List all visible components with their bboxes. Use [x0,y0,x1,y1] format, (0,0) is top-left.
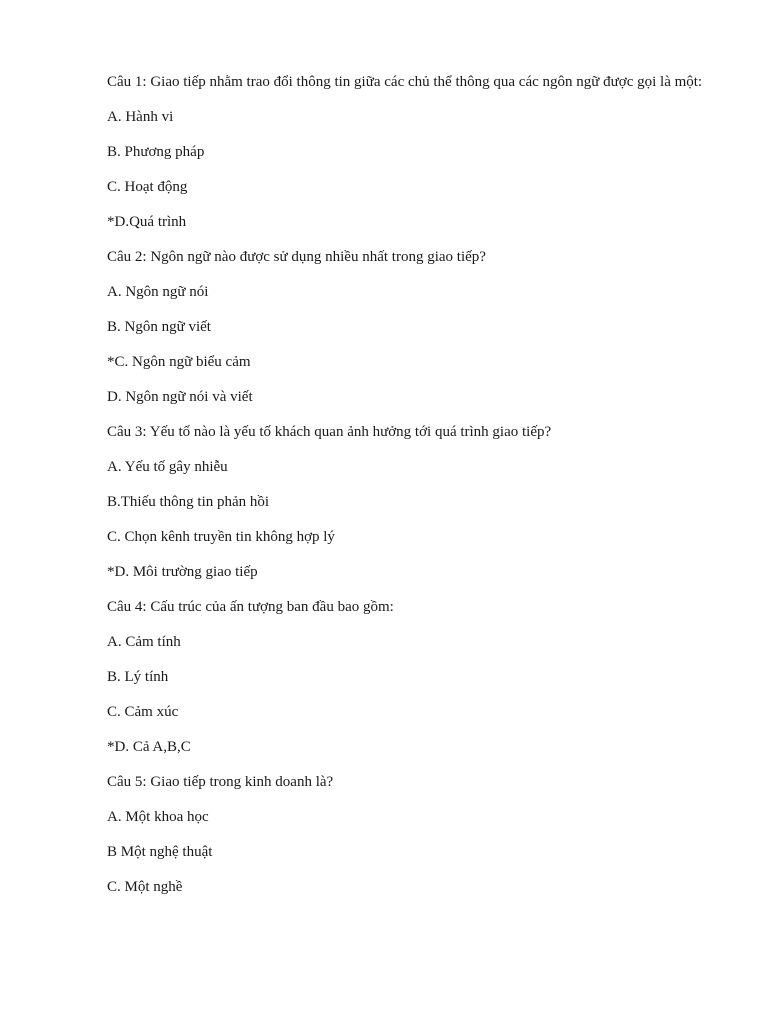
question-1: Câu 1: Giao tiếp nhằm trao đổi thông tin giữa các chủ thể thông qua các ngôn ngữ được gọi là một: [107,74,703,90]
question-1-option-a: A. Hành vi [107,109,174,125]
question-3: Câu 3: Yếu tố nào là yếu tố khách quan ảnh hưởng tới quá trình giao tiếp? [107,424,552,440]
question-2-option-a: A. Ngôn ngữ nói [107,284,209,300]
question-1-option-c: C. Hoạt động [107,179,188,195]
question-1-option-d: *D.Quá trình [107,214,187,230]
question-5: Câu 5: Giao tiếp trong kinh doanh là? [107,774,334,790]
question-4: Câu 4: Cấu trúc của ấn tượng ban đầu bao gồm: [107,599,394,615]
question-2-option-d: D. Ngôn ngữ nói và viết [107,389,253,405]
question-1-option-b: B. Phương pháp [107,144,205,160]
question-2: Câu 2: Ngôn ngữ nào được sử dụng nhiều nhất trong giao tiếp? [107,249,486,265]
question-4-option-a: A. Cảm tính [107,634,181,650]
question-3-option-b: B.Thiếu thông tin phản hồi [107,494,270,510]
question-2-option-b: B. Ngôn ngữ viết [107,319,211,335]
question-3-option-d: *D. Môi trường giao tiếp [107,564,258,580]
question-3-option-a: A. Yếu tố gây nhiễu [107,459,228,475]
question-5-option-b: B Một nghệ thuật [107,844,213,860]
question-5-option-a: A. Một khoa học [107,809,209,825]
question-5-option-c: C. Một nghề [107,879,183,895]
question-3-option-c: C. Chọn kênh truyền tin không hợp lý [107,529,335,545]
question-4-option-c: C. Cảm xúc [107,704,179,720]
question-4-option-b: B. Lý tính [107,669,169,685]
question-4-option-d: *D. Cả A,B,C [107,739,191,755]
question-2-option-c: *C. Ngôn ngữ biểu cảm [107,354,251,370]
document-page [107,72,707,912]
